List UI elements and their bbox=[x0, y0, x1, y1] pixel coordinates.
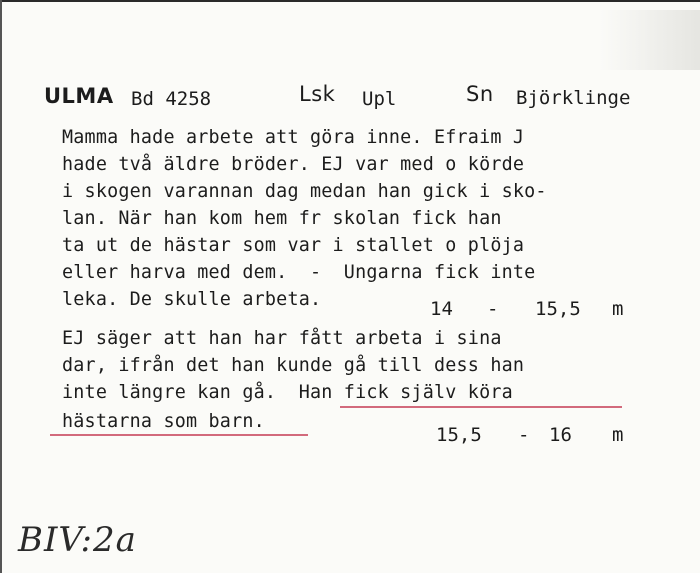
handwritten-signature: BIV:2a bbox=[18, 520, 137, 560]
measure-unit: m bbox=[612, 298, 624, 320]
card-left-edge bbox=[0, 0, 2, 573]
red-underline bbox=[50, 434, 308, 436]
lsk-value: Upl bbox=[362, 88, 397, 110]
text-line: Mamma hade arbete att göra inne. Efraim J bbox=[62, 127, 525, 148]
text-line: hästarna som barn. bbox=[62, 411, 265, 432]
sn-label: Sn bbox=[466, 82, 494, 106]
measure-from: 14 bbox=[430, 298, 453, 320]
text-line: inte längre kan gå. Han fick själv köra bbox=[62, 382, 513, 403]
measure-unit: m bbox=[612, 424, 624, 446]
text-line: ta ut de hästar som var i stallet o plöja bbox=[62, 235, 525, 256]
text-line: eller harva med dem. - Ungarna fick inte bbox=[62, 262, 536, 283]
bleed-through-shadow bbox=[600, 10, 700, 70]
measure-to: 15,5 bbox=[535, 298, 581, 320]
red-underline bbox=[340, 406, 622, 408]
text-line: dar, ifrån det han kunde gå till dess han bbox=[62, 355, 525, 376]
text-line: hade två äldre bröder. EJ var med o körde bbox=[62, 154, 525, 175]
text-line: i skogen varannan dag medan han gick i sko- bbox=[62, 181, 547, 202]
volume-number: Bd 4258 bbox=[131, 88, 212, 110]
measure-to: 16 bbox=[549, 424, 572, 446]
sn-value: Björklinge bbox=[516, 87, 631, 109]
card-top-edge bbox=[0, 0, 700, 2]
lsk-label: Lsk bbox=[299, 82, 336, 106]
text-line: EJ säger att han har fått arbeta i sina bbox=[62, 328, 502, 349]
measure-dash: - bbox=[487, 298, 499, 320]
archive-code: ULMA bbox=[44, 84, 114, 108]
measure-from: 15,5 bbox=[436, 424, 482, 446]
text-line: lan. När han kom hem fr skolan fick han bbox=[62, 208, 502, 229]
text-line: leka. De skulle arbeta. bbox=[62, 289, 322, 310]
measure-dash: - bbox=[518, 424, 530, 446]
